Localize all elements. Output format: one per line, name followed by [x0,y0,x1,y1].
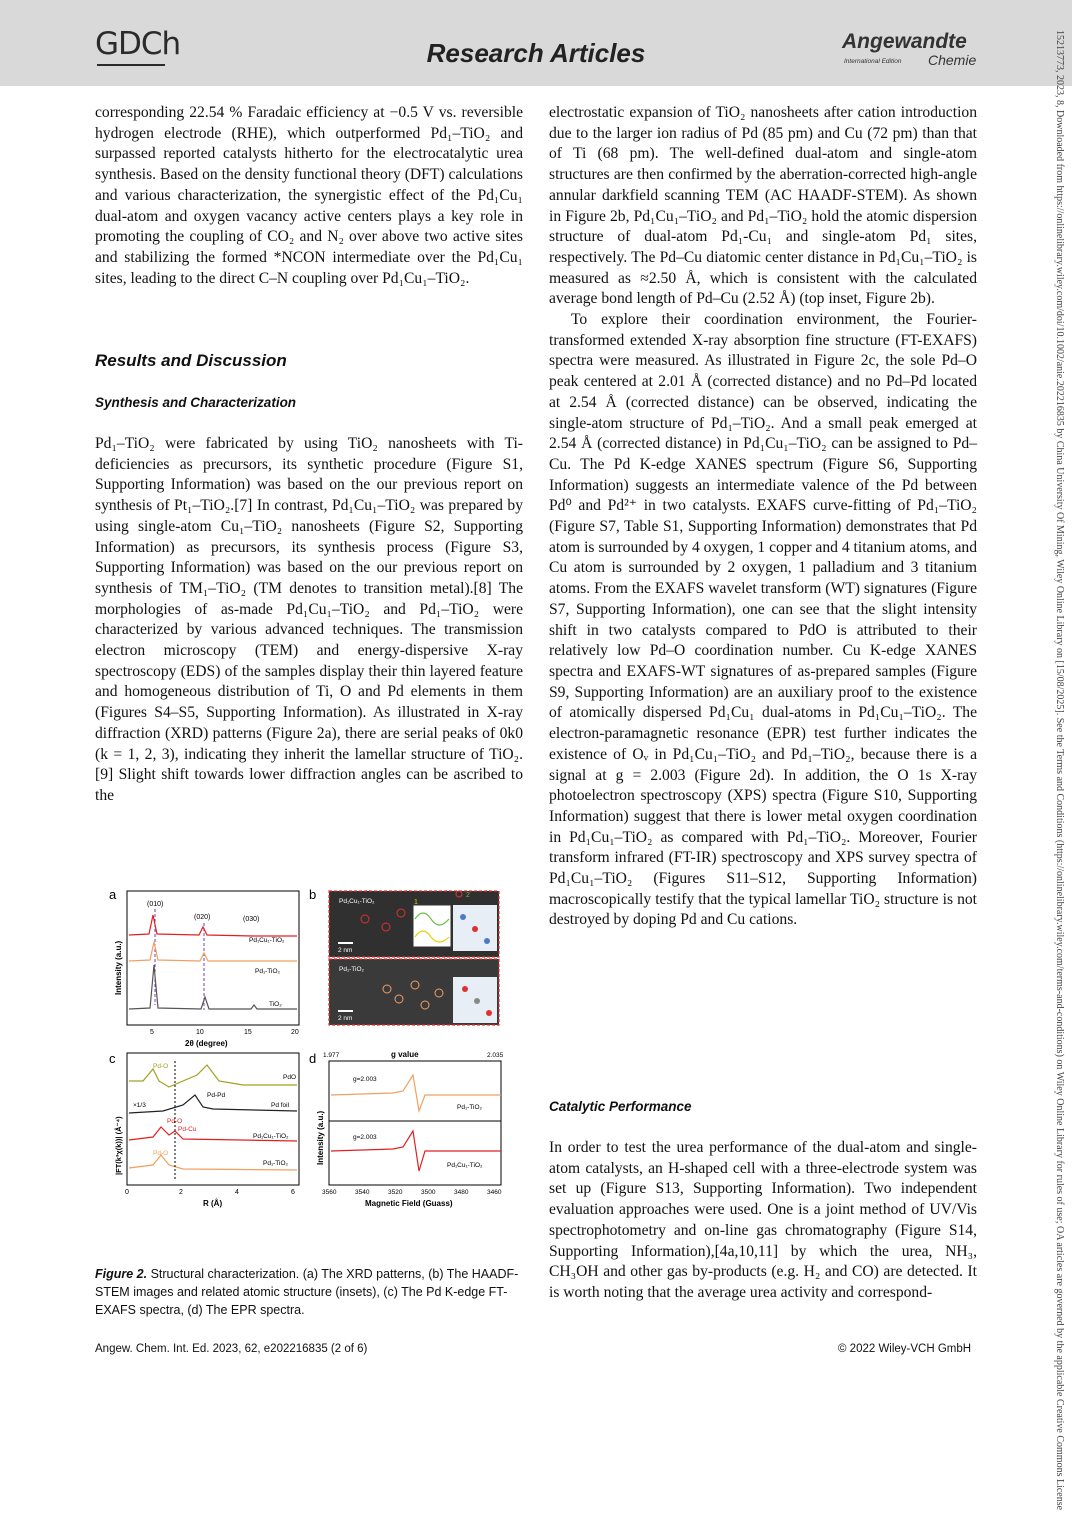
series-d-pd1: Pd₁-TiO₂ [457,1104,483,1111]
model-atom [484,938,490,944]
d-xtick-3480: 3480 [454,1189,469,1196]
d-xtick-3560: 3560 [322,1189,337,1196]
c-xtick-0: 0 [125,1189,129,1196]
right-paragraph-2: To explore their coordination environment, the Fourier-transformed extended X-ray absorption fine structure (FT-EXAFS) spectra were measured. As illustrated in Figure 2c, the sole Pd–O peak centered at 2.01 Å (corrected distance) and no Pd–Pd located at 2.54 Å (corrected distance) can be observed, indicating the single-atom structure of Pd₁–TiO₂. And a small peak emerged at 2.54 Å (corrected distance) in Pd₁Cu₁–TiO₂ can be assigned to Pd–Cu. The Pd K-edge XANES spectrum (Figure S6, Supporting Information) suggests an intermediate valence of the Pd between Pd⁰ and Pd²⁺ in two catalysts. EXAFS curve-fitting of Pd₁–TiO₂ (Figure S7, Table S1, Supporting Information) demonstrates that Pd atom is surrounded by 4 oxygen, 1 copper and 4 titanium atoms, and Cu atom is surrounded by 2 oxygen, 1 palladium and 3 titanium atoms. From the EXAFS wavelet transform (WT) signatures (Figure S7, Supporting Information), one can see that the slight intensity shift in two catalysts compared to PdO is attributed to their relatively low Pd–O coordination number. Cu K-edge XANES spectra and EXAFS-WT signatures of as-prepared samples (Figure S9, Supporting Information) are an auxiliary proof to the existence of atomically dispersed Pd₁Cu₁ dual-atoms in Pd₁Cu₁–TiO₂. The electron-paramagnetic resonance (EPR) test further indicates the existence of Oᵥ in Pd₁Cu₁–TiO₂ and Pd₁–TiO₂, because there is a signal at g = 2.003 (Figure 2d). In addition, the O 1s X-ray photoelectron spectroscopy (XPS) spectra (Figure S10, Supporting Information) suggest that there is lower metal oxygen coordination in Pd₁Cu₁–TiO₂ as compared with Pd₁–TiO₂. Moreover, Fourier transform infrared (FT-IR) spectroscopy and XPS survey spectra of Pd₁Cu₁–TiO₂ (Figures S11–S12, Supporting Information) macroscopically testify that the typical lamellar TiO₂ structure is not destroyed by doping Pd and Cu cations. [549,311,977,929]
section-heading: Results and Discussion [95,351,287,370]
subheading-synthesis: Synthesis and Characterization [95,395,297,410]
d-xtick-3500: 3500 [421,1189,436,1196]
a-ylabel: Intensity (a.u.) [114,940,123,995]
a-xtick-15: 15 [244,1029,252,1036]
c-xtick-2: 2 [179,1189,183,1196]
figure-caption [95,1265,525,1319]
left-intro-paragraph [95,103,523,289]
c-xtick-6: 6 [291,1189,295,1196]
anno-x13: ×1/3 [133,1102,146,1109]
a-xtick-5: 5 [150,1029,154,1036]
c-ylabel: |FT(k³χ(k))| (Å⁻⁴) [114,1116,123,1175]
left-body-paragraph [95,434,523,807]
stem-bottom-label: Pd₁-TiO₂ [339,966,365,973]
xrd-pd1cu1-line [129,915,297,936]
caption-label: Figure 2. [95,1267,148,1281]
logo-main: Angewandte [842,30,967,53]
series-a-pd1: Pd₁-TiO₂ [255,968,281,975]
figure-2 [103,885,523,1215]
d-ylabel: Intensity (a.u.) [316,1110,325,1165]
anno-pdo-1: Pd-O [153,1063,169,1070]
panel-d-label: d [309,1051,317,1066]
model-atom [472,926,478,932]
series-c-pd1: Pd₁-TiO₂ [263,1160,289,1167]
anno-pdo-2: Pd-O [167,1118,183,1125]
logo-edition: International Edition [844,58,902,65]
d-top-right: 2.035 [487,1052,504,1059]
subheading-catalytic: Catalytic Performance [549,1099,692,1114]
model-atom [486,1010,492,1016]
d-xtick-3540: 3540 [355,1189,370,1196]
right-paragraph-3: In order to test the urea performance of the dual-atom and single-atom catalysts, an H-shaped cell with a three-electrode system was set up (Figure S13, Supporting Information). Two independent evaluation approaches were used. One is a joint method of UV/Vis spectrophotometry and on-line gas chromatography (Figure S14, Supporting Information),[4a,10,11] by which the urea, NH₃, CH₃OH and other gas by-products (e.g. H₂ and CO) are detected. It is worth noting that the average urea activity and correspond- [549,1139,977,1301]
series-a-tio2: TiO₂ [269,1001,282,1008]
page-header [0,0,1072,86]
section-title: Research Articles [426,38,646,68]
logo-sub: Chemie [928,52,977,68]
peak-010: (010) [147,901,164,908]
right-column-text-2 [549,1138,977,1304]
model-atom [474,998,480,1004]
anno-pdcu: Pd-Cu [178,1126,197,1133]
footer-copyright: © 2022 Wiley-VCH GmbH [838,1343,972,1355]
gdch-logo-text: GDCh [95,26,181,62]
stem-top-label: Pd₁Cu₁-TiO₂ [339,898,375,905]
d-xtick-3520: 3520 [388,1189,403,1196]
d-xlabel: Magnetic Field (Guass) [365,1199,453,1208]
panel-c-label: c [109,1051,116,1066]
series-c-pd1cu1: Pd₁Cu₁-TiO₂ [253,1133,289,1140]
series-c-pdo: PdO [283,1074,297,1081]
a-xtick-20: 20 [291,1029,299,1036]
series-a-pd1cu1: Pd₁Cu₁-TiO₂ [249,937,285,944]
angewandte-logo [842,30,982,68]
anno-pdo-3: Pd-O [153,1150,169,1157]
d-xtick-3460: 3460 [487,1189,502,1196]
series-c-pdfoil: Pd foil [271,1102,290,1109]
a-xtick-10: 10 [196,1029,204,1036]
scale-bottom: 2 nm [338,1015,353,1022]
intro-text: corresponding 22.54 % Faradaic efficiency at −0.5 V vs. reversible hydrogen electrode (RHE), which outperformed Pd₁–TiO₂ and surpassed reported catalysts hitherto for the electrocatalytic urea synthesis. Based on the density functional theory (DFT) calculations and various characterization, the synergistic effect of the Pd₁Cu₁ dual-atom and oxygen vacancy active centers plays a key role in promoting the coupling of CO₂ and N₂ over above two active sites and stabilizing the formed *NCON intermediate over the Pd₁Cu₁ sites, leading to the direct C–N coupling over Pd₁Cu₁–TiO₂. [95,104,523,287]
synthesis-text: Pd₁–TiO₂ were fabricated by using TiO₂ nanosheets with Ti-deficiencies as precursors, its synthetic procedure (Figure S1, Supporting Information) was based on the our previous report on synthesis of Pt₁–TiO₂.[7] In contrast, Pd₁Cu₁–TiO₂ was prepared by using single-atom Cu₁–TiO₂ nanosheets (Figure S2, Supporting Information) as precursors, its synthesis process (Figure S3, Supporting Information) was based on the our previous report on synthesis of TM₁–TiO₂ (TM denotes to transition metal).[8] The morphologies of as-made Pd₁Cu₁–TiO₂ and Pd₁–TiO₂ were characterized by various advanced techniques. The transmission electron microscopy (TEM) and energy-dispersive X-ray spectroscopy (EDS) of the samples display their thin layered feature and homogeneous distribution of Ti, O and Pd elements in them (Figures S4–S5, Supporting Information). As illustrated in X-ray diffraction (XRD) patterns (Figure 2a), there are serial peaks of 0k0 (k = 1, 2, 3), indicating they inherit the lamellar structure of TiO₂.[9] Slight shift towards lower diffraction angles can be ascribed to the [95,435,523,804]
download-side-note: 15213773, 2023, 8, Downloaded from https://onlinelibrary.wiley.com/doi/10.1002/anie.202216835 by China University Of Mining, Wiley Online Library on [15/08/2025]. See the Terms and Conditions (https://onlinelibrary.wiley.com/terms-and-conditions) on Wiley Online Library for rules of use; OA articles are governed by the applicable Creative Commons License [1054,30,1065,1511]
c-xlabel: R (Å) [203,1199,223,1208]
c-xtick-4: 4 [235,1189,239,1196]
xrd-pd1-line [129,942,297,961]
footer-citation: Angew. Chem. Int. Ed. 2023, 62, e202216835 (2 of 6) [95,1343,368,1355]
right-column-text [549,103,977,931]
right-paragraph-1: electrostatic expansion of TiO₂ nanosheets after cation introduction due to the larger ion radius of Pd (85 pm) and Cu (72 pm) than that of Ti (68 pm). The well-defined dual-atom and single-atom structures are then confirmed by the aberration-corrected high-angle annular darkfield scanning TEM (AC HAADF-STEM). As shown in Figure 2b, Pd₁Cu₁–TiO₂ and Pd₁–TiO₂ hold the atomic dispersion structure of dual-atom Pd₁-Cu₁ and single-atom Pd₁ sites, respectively. The Pd–Cu diatomic center distance in Pd₁Cu₁–TiO₂ is measured as ≈2.50 Å, which is consistent with the calculated average bond length of Pd–Cu (2.52 Å) (top inset, Figure 2b). [549,104,977,308]
panel-a-label: a [109,887,117,902]
scale-top: 2 nm [338,947,353,954]
model-atom [460,914,466,920]
d-g-label-2: g=2.003 [353,1134,377,1141]
a-xlabel: 2θ (degree) [185,1039,228,1048]
peak-030: (030) [243,916,260,923]
peak-020: (020) [194,914,211,921]
panel-b-label: b [309,887,317,902]
caption-text: Structural characterization. (a) The XRD patterns, (b) The HAADF-STEM images and related atomic structure (insets), (c) The Pd K-edge FT-EXAFS spectra, (d) The EPR spectra. [95,1267,519,1317]
d-top-left: 1.977 [323,1052,340,1059]
marker-2: 2 [466,892,470,899]
d-top-axis-title: g value [391,1050,419,1059]
marker-1: 1 [414,899,418,906]
model-atom [462,986,468,992]
d-g-label-1: g=2.003 [353,1076,377,1083]
series-d-pd1cu1: Pd₁Cu₁-TiO₂ [447,1162,483,1169]
anno-pdpd: Pd-Pd [207,1092,226,1099]
